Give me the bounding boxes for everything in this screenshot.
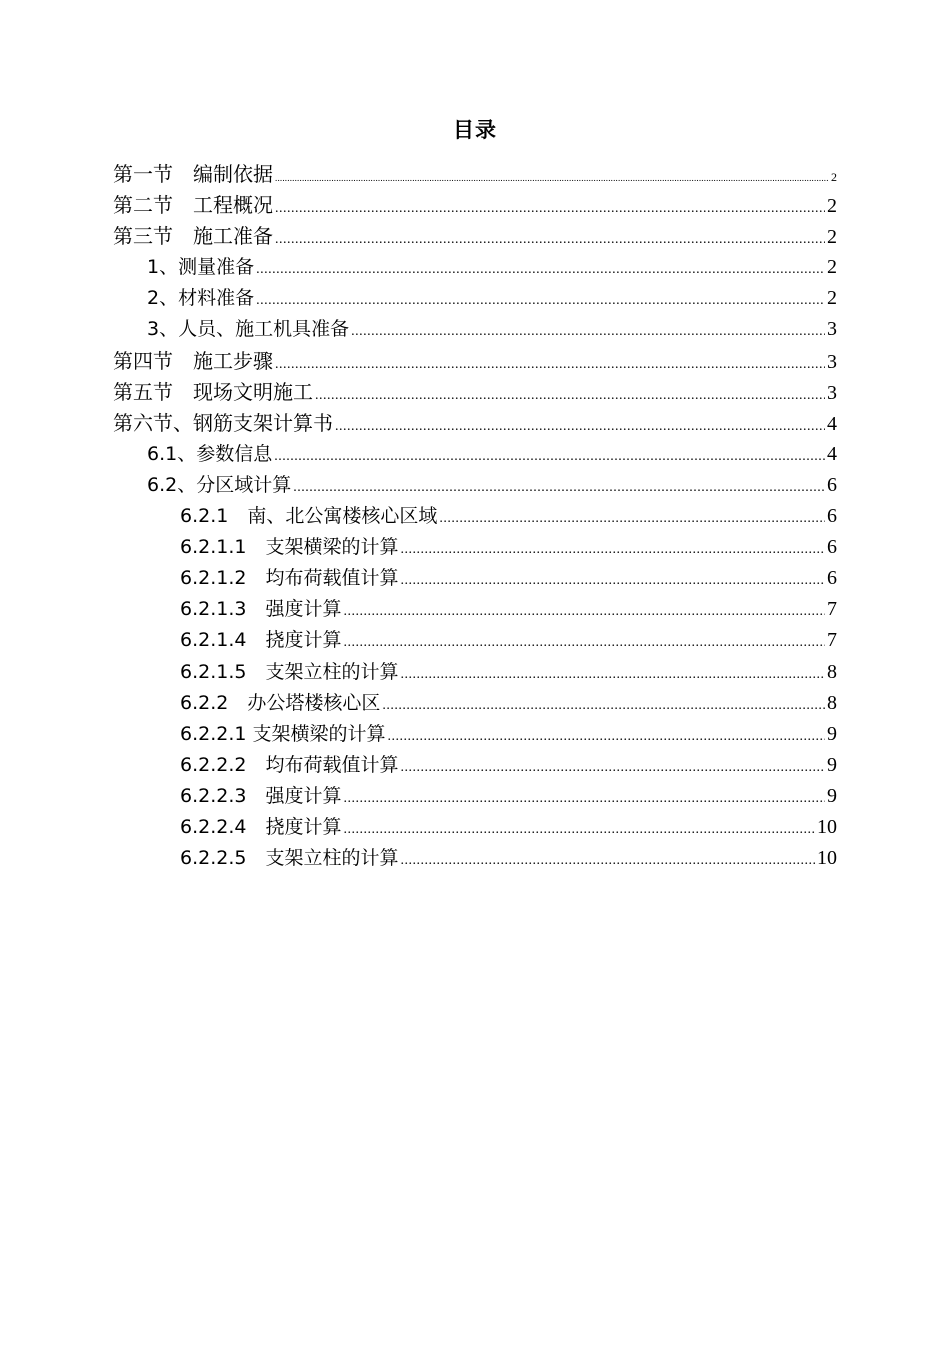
toc-entry-title: 6.2.1.3 强度计算	[180, 598, 342, 621]
toc-dot-leader	[400, 534, 825, 565]
toc-page-number: 2	[827, 226, 837, 249]
toc-entry-title: 2、材料准备	[147, 287, 255, 310]
toc-entry-title: 6.2.2.4 挠度计算	[180, 815, 342, 838]
toc-dot-leader	[274, 441, 825, 472]
toc-entry[interactable]	[113, 563, 837, 594]
toc-page-number: 2	[831, 170, 837, 184]
toc-entry-title: 6.2.2 办公塔楼核心区	[180, 691, 381, 714]
toc-page-number: 9	[827, 753, 837, 776]
toc-entry-title: 6.2.1 南、北公寓楼核心区域	[180, 505, 438, 528]
toc-entry[interactable]	[113, 283, 837, 314]
toc-entry-title: 6.2.1.5 支架立柱的计算	[180, 660, 399, 683]
toc-entry-title: 6.2、分区域计算	[147, 473, 292, 496]
toc-entry-title: 6.2.1.1 支架横梁的计算	[180, 536, 399, 559]
toc-entry[interactable]	[113, 314, 837, 345]
toc-page-number: 3	[827, 318, 837, 341]
toc-entry[interactable]	[113, 159, 837, 190]
toc-entry-title: 6.2.2.1 支架横梁的计算	[180, 722, 386, 745]
toc-page-number: 3	[827, 350, 837, 373]
toc-entry[interactable]	[113, 688, 837, 719]
toc-dot-leader	[275, 224, 825, 255]
toc-entry[interactable]	[113, 843, 837, 874]
toc-entry-title: 1、测量准备	[147, 256, 255, 279]
toc-page-number: 6	[827, 505, 837, 528]
toc-entry-title: 第六节、钢筋支架计算书	[113, 410, 333, 435]
toc-entry[interactable]	[113, 439, 837, 470]
toc-page-number: 9	[827, 784, 837, 807]
toc-entry[interactable]	[113, 657, 837, 688]
toc-page-number: 2	[827, 256, 837, 279]
toc-page-number: 7	[827, 598, 837, 621]
toc-entry[interactable]	[113, 719, 837, 750]
toc-entry[interactable]	[113, 346, 837, 377]
toc-dot-leader	[293, 472, 825, 503]
toc-page-number: 8	[827, 691, 837, 714]
toc-page-number: 3	[827, 381, 837, 404]
toc-entry[interactable]	[113, 532, 837, 563]
toc-entry-title: 6.1、参数信息	[147, 442, 273, 465]
toc-entry-title: 6.2.2.3 强度计算	[180, 784, 342, 807]
toc-entry[interactable]	[113, 625, 837, 656]
toc-page-number: 10	[817, 815, 837, 838]
toc-entry-title: 第五节 现场文明施工	[113, 379, 313, 404]
toc-entry-title: 第三节 施工准备	[113, 224, 273, 249]
toc-entry-title: 第一节 编制依据	[113, 162, 273, 186]
table-of-contents	[113, 159, 837, 874]
toc-dot-leader	[275, 193, 825, 224]
toc-page-number: 10	[817, 847, 837, 870]
toc-dot-leader	[343, 783, 825, 814]
toc-page-number: 6	[827, 567, 837, 590]
toc-entry-title: 6.2.2.5 支架立柱的计算	[180, 847, 399, 870]
toc-entry-title: 3、人员、施工机具准备	[147, 318, 350, 341]
toc-entry-title: 6.2.1.2 均布荷载值计算	[180, 567, 399, 590]
toc-entry[interactable]	[113, 750, 837, 781]
toc-page-number: 4	[827, 412, 837, 435]
toc-page-number: 8	[827, 660, 837, 683]
toc-page-number: 4	[827, 442, 837, 465]
toc-page-number: 6	[827, 473, 837, 496]
toc-entry[interactable]	[113, 221, 837, 252]
toc-entry[interactable]	[113, 252, 837, 283]
toc-entry[interactable]	[113, 377, 837, 408]
toc-dot-leader	[275, 349, 825, 380]
toc-dot-leader	[400, 659, 825, 690]
toc-entry-title: 第四节 施工步骤	[113, 348, 273, 373]
toc-page-number: 9	[827, 722, 837, 745]
toc-dot-leader	[275, 163, 829, 194]
toc-entry[interactable]	[113, 781, 837, 812]
toc-entry[interactable]	[113, 812, 837, 843]
toc-dot-leader	[388, 721, 825, 752]
toc-dot-leader	[256, 285, 825, 316]
toc-entry[interactable]	[113, 501, 837, 532]
toc-dot-leader	[382, 690, 825, 721]
toc-dot-leader	[343, 596, 825, 627]
toc-entry[interactable]	[113, 408, 837, 439]
toc-entry[interactable]	[113, 594, 837, 625]
toc-dot-leader	[256, 254, 825, 285]
toc-dot-leader	[315, 380, 825, 411]
toc-entry-title: 6.2.2.2 均布荷载值计算	[180, 753, 399, 776]
toc-dot-leader	[400, 845, 815, 876]
toc-page-number: 6	[827, 536, 837, 559]
toc-dot-leader	[343, 814, 815, 845]
toc-dot-leader	[400, 565, 825, 596]
toc-page-number: 2	[827, 195, 837, 218]
toc-entry[interactable]	[113, 190, 837, 221]
toc-entry-title: 第二节 工程概况	[113, 193, 273, 218]
toc-dot-leader	[335, 411, 825, 442]
toc-dot-leader	[351, 316, 825, 347]
toc-entry-title: 6.2.1.4 挠度计算	[180, 629, 342, 652]
toc-dot-leader	[439, 503, 825, 534]
toc-entry[interactable]	[113, 470, 837, 501]
toc-page-number: 2	[827, 287, 837, 310]
toc-title: 目录	[453, 118, 497, 142]
toc-page-number: 7	[827, 629, 837, 652]
toc-dot-leader	[400, 752, 825, 783]
toc-dot-leader	[343, 627, 825, 658]
